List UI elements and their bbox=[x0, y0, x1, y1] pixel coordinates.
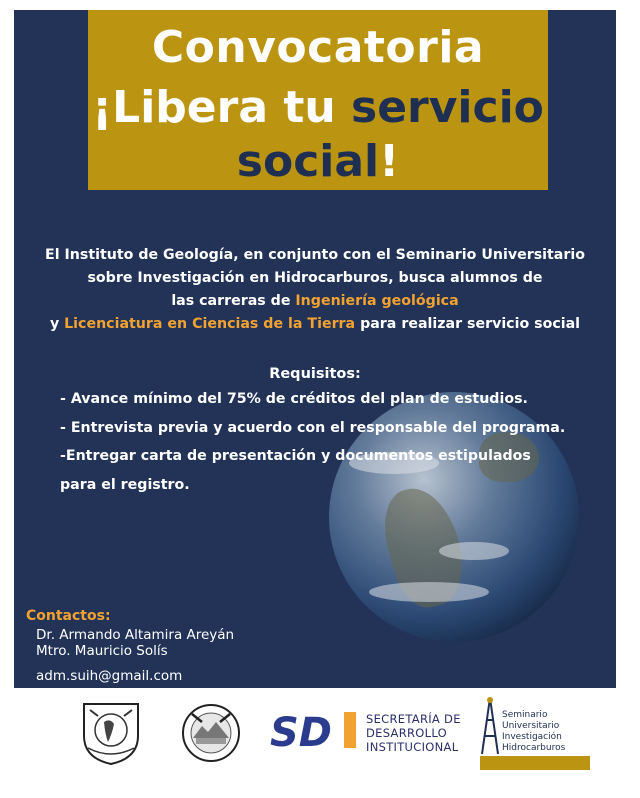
contact-email: adm.suih@gmail.com bbox=[36, 668, 183, 684]
requirement-item: - Entrevista previa y acuerdo con el responsable del programa. bbox=[60, 420, 566, 436]
intro-line-1: El Instituto de Geología, en conjunto con el Seminario Universitario bbox=[45, 247, 585, 263]
sdi-line-2: DESARROLLO bbox=[366, 726, 447, 740]
intro-paragraph bbox=[14, 244, 616, 336]
suih-line-4: Hidrocarburos bbox=[502, 743, 566, 753]
suih-label bbox=[502, 710, 565, 754]
sdi-label bbox=[366, 712, 461, 754]
intro-line-4-end: para realizar servicio social bbox=[355, 316, 581, 332]
requirement-item: -Entregar carta de presentación y documentos estipulados bbox=[60, 448, 531, 464]
oil-derrick-icon bbox=[478, 696, 502, 758]
requirement-item: - Avance mínimo del 75% de créditos del plan de estudios. bbox=[60, 391, 528, 407]
contacts-title: Contactos: bbox=[26, 608, 111, 624]
title-libera-white: ¡Libera tu bbox=[92, 82, 352, 133]
suih-line-1: Seminario bbox=[502, 710, 548, 720]
svg-text:SD: SD bbox=[270, 710, 333, 754]
unam-shield-logo bbox=[80, 700, 142, 766]
career-geologia: Ingeniería geológica bbox=[295, 293, 459, 309]
title-box bbox=[88, 10, 548, 190]
title-social-word: social bbox=[236, 136, 380, 187]
contact-person: Mtro. Mauricio Solís bbox=[36, 643, 168, 659]
sdi-line-3: INSTITUCIONAL bbox=[366, 740, 459, 754]
intro-line-4-y: y bbox=[49, 316, 65, 332]
intro-line-3 bbox=[14, 290, 616, 313]
sdi-line-1: SECRETARÍA DE bbox=[366, 712, 461, 726]
requirements-title: Requisitos: bbox=[269, 366, 361, 382]
title-servicio: servicio bbox=[351, 82, 544, 133]
career-ciencias-tierra: Licenciatura en Ciencias de la Tierra bbox=[64, 316, 356, 332]
contact-person: Dr. Armando Altamira Areyán bbox=[36, 627, 235, 643]
sdi-logo bbox=[270, 708, 360, 754]
intro-line-4 bbox=[14, 313, 616, 336]
intro-line-2: sobre Investigación en Hidrocarburos, busca alumnos de bbox=[87, 270, 543, 286]
suih-base-bar bbox=[480, 756, 590, 770]
suih-line-3: Investigación bbox=[502, 732, 562, 742]
instituto-geologia-seal-logo bbox=[180, 702, 242, 764]
requirement-item: para el registro. bbox=[60, 477, 190, 493]
title-libera bbox=[88, 82, 548, 133]
logos-bar bbox=[0, 690, 640, 798]
title-social bbox=[88, 136, 548, 187]
poster bbox=[14, 10, 616, 688]
suih-line-2: Universitario bbox=[502, 721, 560, 731]
title-convocatoria: Convocatoria bbox=[151, 22, 485, 73]
intro-line-3-text: las carreras de bbox=[171, 293, 296, 309]
sdi-mark-icon bbox=[270, 708, 360, 754]
title-exclamation: ! bbox=[379, 136, 400, 187]
